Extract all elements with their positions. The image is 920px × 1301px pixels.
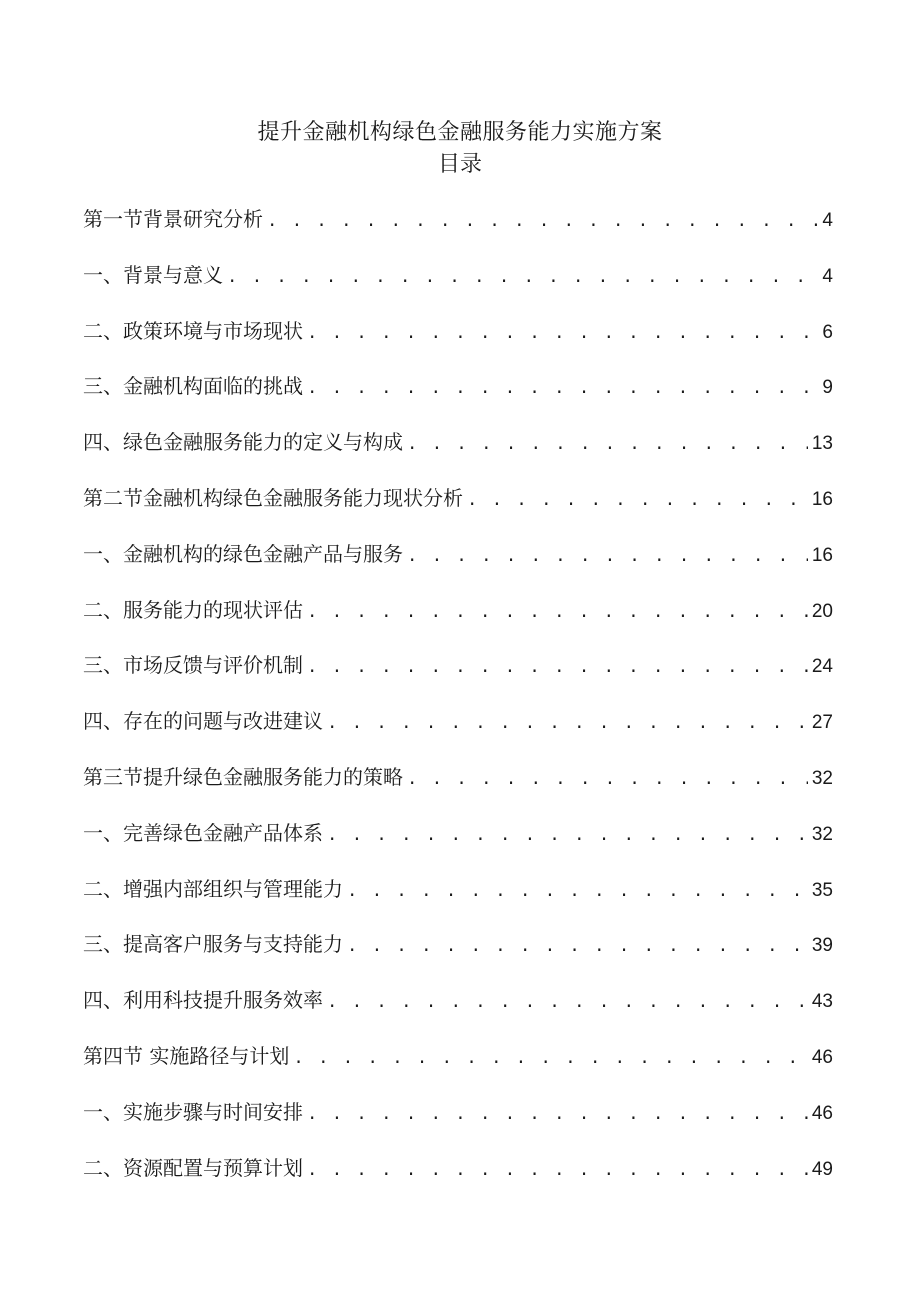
toc-entry-label: 四、绿色金融服务能力的定义与构成: [83, 430, 403, 455]
toc-page-number: 20: [811, 600, 833, 622]
toc-entry-label: 三、金融机构面临的挑战: [83, 374, 303, 399]
toc-entry-label: 一、金融机构的绿色金融产品与服务: [83, 541, 403, 566]
toc-entry-label: 第三节提升绿色金融服务能力的策略: [83, 764, 403, 789]
toc-dot-leader: [409, 760, 808, 794]
toc-page-number: 39: [811, 935, 833, 957]
toc-dot-leader: [309, 1151, 808, 1185]
toc-entry-label: 一、背景与意义: [83, 262, 223, 287]
toc-dot-leader: [469, 481, 808, 515]
toc-page-number: 43: [811, 991, 833, 1013]
toc-page-number: 16: [811, 488, 833, 510]
toc-dot-leader: [409, 425, 808, 459]
toc-page-number: 13: [811, 433, 833, 455]
toc-dot-leader: [329, 816, 808, 850]
toc-dot-leader: [295, 1039, 808, 1073]
toc-entry[interactable]: [83, 927, 833, 983]
toc-entry[interactable]: [83, 648, 833, 704]
toc-entry-label: 二、增强内部组织与管理能力: [83, 876, 343, 901]
toc-dot-leader: [229, 258, 818, 292]
toc-entry[interactable]: [83, 1151, 833, 1207]
toc-page-number: 4: [822, 210, 833, 231]
toc-dot-leader: [349, 927, 808, 961]
toc-dot-leader: [309, 369, 818, 403]
toc-dot-leader: [349, 872, 808, 906]
toc-page-number: 32: [811, 767, 833, 789]
toc-entry[interactable]: [83, 314, 833, 370]
toc-entry-label: 二、服务能力的现状评估: [83, 597, 303, 622]
toc-entry-label: 第四节 实施路径与计划: [83, 1043, 290, 1068]
table-of-contents: [83, 202, 833, 1206]
toc-page-number: 24: [811, 656, 833, 678]
toc-page-number: 27: [811, 712, 833, 734]
toc-entry-label: 二、资源配置与预算计划: [83, 1155, 303, 1180]
toc-entry-label: 一、完善绿色金融产品体系: [83, 820, 323, 845]
document-title: 提升金融机构绿色金融服务能力实施方案: [257, 120, 663, 145]
toc-page-number: 35: [811, 879, 833, 901]
toc-heading: 目录: [437, 152, 482, 177]
toc-entry[interactable]: [83, 537, 833, 593]
toc-entry[interactable]: [83, 760, 833, 816]
toc-entry[interactable]: [83, 1095, 833, 1151]
toc-entry-label: 四、存在的问题与改进建议: [83, 709, 323, 734]
toc-dot-leader: [269, 202, 818, 236]
toc-page-number: 32: [811, 823, 833, 845]
toc-dot-leader: [309, 314, 818, 348]
toc-entry[interactable]: [83, 872, 833, 928]
toc-entry-label: 四、利用科技提升服务效率: [83, 988, 323, 1013]
toc-page-number: 49: [811, 1158, 833, 1180]
toc-entry[interactable]: [83, 258, 833, 314]
toc-page-number: 46: [811, 1046, 833, 1068]
toc-dot-leader: [409, 537, 808, 571]
toc-entry[interactable]: [83, 202, 833, 258]
toc-page-number: 46: [811, 1102, 833, 1124]
toc-dot-leader: [309, 593, 808, 627]
toc-entry[interactable]: [83, 816, 833, 872]
toc-entry[interactable]: [83, 593, 833, 649]
toc-dot-leader: [329, 983, 808, 1017]
toc-entry-label: 二、政策环境与市场现状: [83, 318, 303, 343]
toc-page-number: 16: [811, 544, 833, 566]
toc-dot-leader: [309, 1095, 808, 1129]
toc-entry-label: 第一节背景研究分析: [83, 207, 263, 231]
toc-entry[interactable]: [83, 704, 833, 760]
toc-entry[interactable]: [83, 369, 833, 425]
toc-page-number: 9: [822, 377, 833, 399]
toc-entry-label: 三、提高客户服务与支持能力: [83, 932, 343, 957]
toc-entry-label: 三、市场反馈与评价机制: [83, 653, 303, 678]
toc-dot-leader: [329, 704, 808, 738]
toc-entry-label: 第二节金融机构绿色金融服务能力现状分析: [83, 485, 463, 510]
toc-entry[interactable]: [83, 1039, 833, 1095]
toc-entry[interactable]: [83, 425, 833, 481]
toc-entry[interactable]: [83, 481, 833, 537]
toc-dot-leader: [309, 648, 808, 682]
toc-entry[interactable]: [83, 983, 833, 1039]
toc-page-number: 4: [822, 265, 833, 287]
toc-entry-label: 一、实施步骤与时间安排: [83, 1099, 303, 1124]
toc-page-number: 6: [822, 321, 833, 343]
